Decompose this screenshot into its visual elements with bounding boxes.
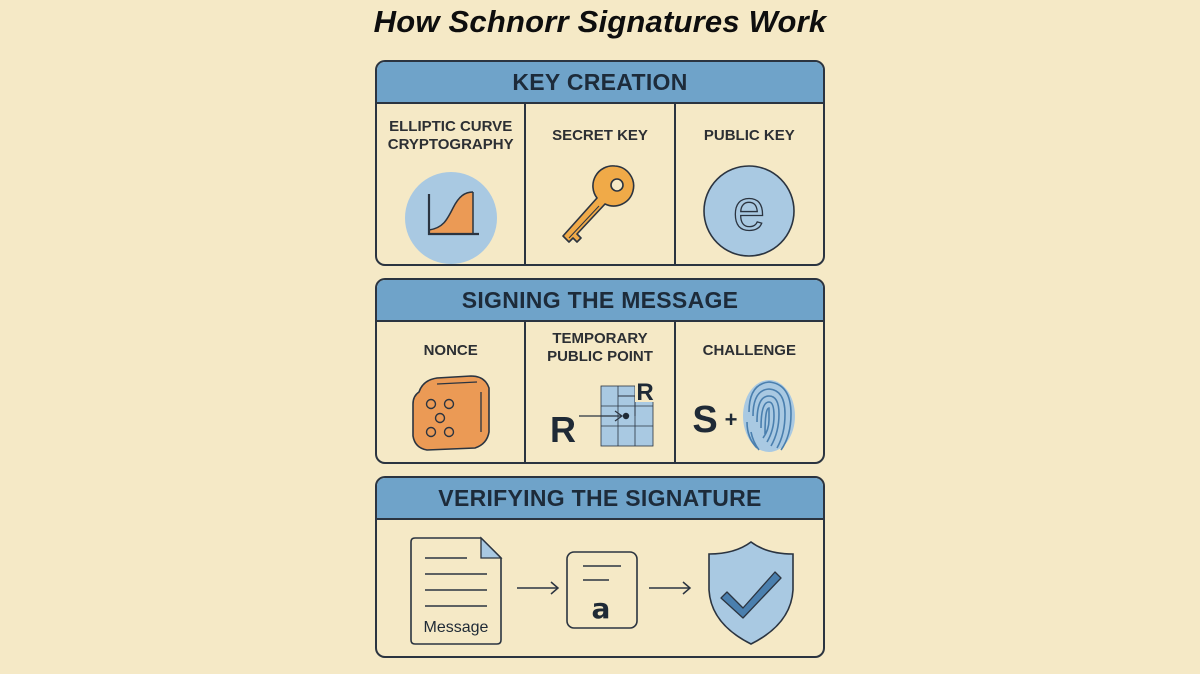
panel-heading: KEY CREATION [377, 62, 823, 104]
label-line: PUBLIC POINT [547, 348, 653, 365]
challenge-plus: + [724, 407, 738, 432]
cell-label: PUBLIC KEY [703, 127, 795, 144]
dice-icon [405, 374, 497, 454]
panel-signing [375, 278, 825, 464]
cell-challenge [676, 322, 823, 462]
challenge-s: S [692, 399, 718, 441]
cell-temporary-public-point [526, 322, 675, 462]
panel-key-creation [375, 60, 825, 266]
message-label: Message [423, 619, 489, 636]
label-line: CRYPTOGRAPHY [387, 136, 514, 153]
shield-check-icon [705, 540, 797, 646]
key-icon [555, 162, 645, 252]
document-icon [409, 536, 505, 646]
panel-heading: VERIFYING THE SIGNATURE [377, 478, 823, 520]
point-r-top: R [636, 379, 654, 406]
grid-point-icon [545, 374, 655, 454]
cell-label [377, 118, 524, 154]
signature-card-icon [565, 550, 639, 630]
fingerprint-icon [689, 372, 809, 462]
page-title: How Schnorr Signatures Work [373, 4, 827, 39]
label-line: TEMPORARY [552, 330, 648, 347]
cell-nonce [377, 322, 526, 462]
public-key-glyph: e [733, 178, 766, 243]
cell-label: SECRET KEY [552, 127, 648, 144]
curve-graph-icon [403, 170, 499, 266]
cell-label [526, 330, 673, 366]
signature-glyph: a [591, 592, 611, 625]
cell-public-key [676, 104, 823, 264]
cell-label: NONCE [423, 342, 478, 359]
cell-secret-key [526, 104, 675, 264]
arrow-right-icon [515, 580, 561, 596]
verify-flow [377, 520, 823, 656]
panel-heading: SIGNING THE MESSAGE [377, 280, 823, 322]
arrow-right-icon [647, 580, 693, 596]
point-r-left: R [549, 409, 576, 450]
label-line: ELLIPTIC CURVE [389, 118, 513, 135]
e-circle-icon [702, 164, 796, 258]
panel-verifying [375, 476, 825, 658]
cell-label: CHALLENGE [702, 342, 796, 359]
cell-elliptic-curve [377, 104, 526, 264]
